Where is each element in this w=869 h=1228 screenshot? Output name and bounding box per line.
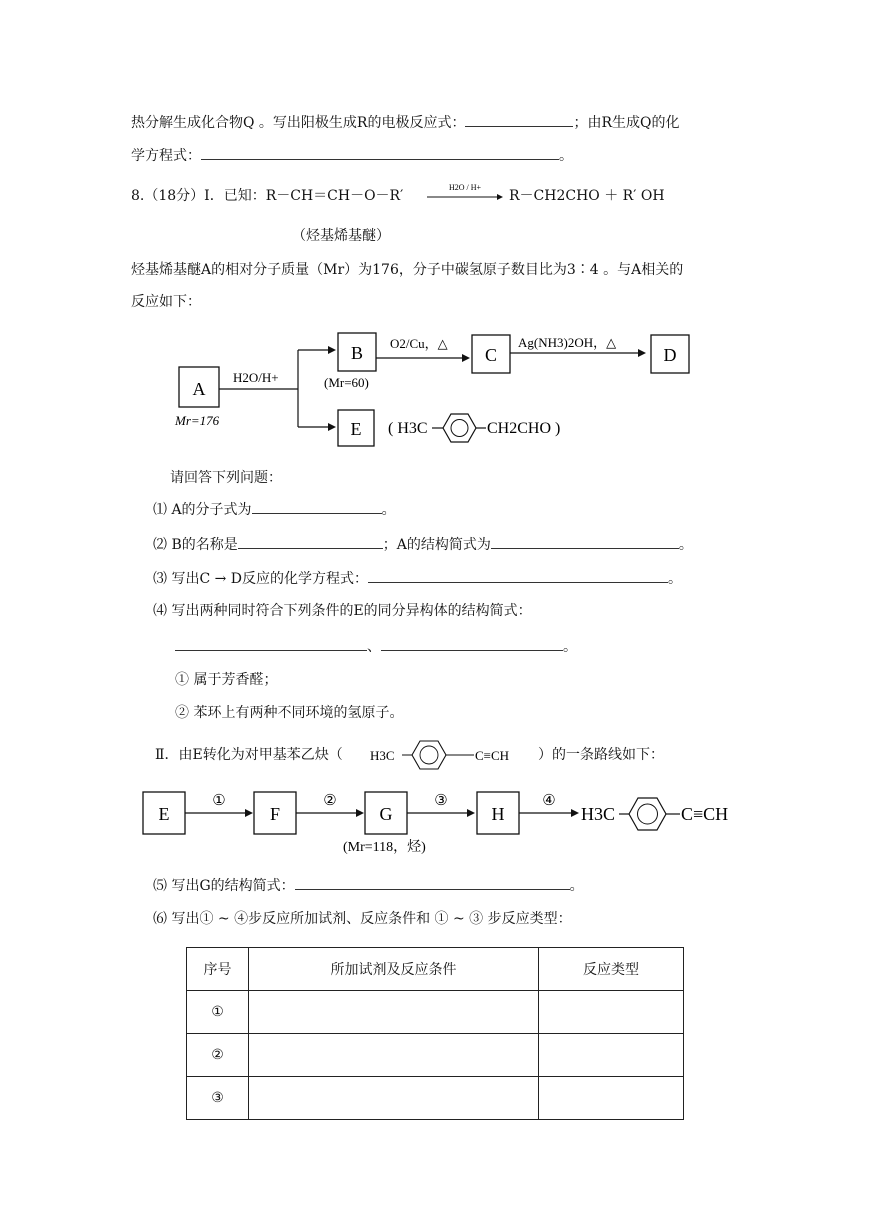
condition-2: ② 苯环上有两种不同环境的氢原子。 (175, 705, 404, 721)
text-line-2: 学方程式： 。 (131, 145, 573, 166)
answer-blank[interactable] (491, 534, 679, 549)
arrow-label-A: H2O/H+ (233, 370, 279, 385)
step-4: ④ (542, 793, 556, 809)
reaction-scheme-2 (135, 785, 750, 865)
question-4: ⑷ 写出两种同时符合下列条件的E的同分异构体的结构简式： (153, 603, 532, 619)
answer-blank[interactable] (201, 145, 559, 160)
answer-blank[interactable] (381, 636, 563, 651)
E-structure-right: CH2CHO ) (487, 420, 561, 437)
reaction-arrow (425, 180, 505, 206)
question-8-header: 8.（18分）Ⅰ．已知：R－CH＝CH－O－R′ (131, 188, 404, 204)
answer-cell[interactable] (539, 1077, 684, 1120)
answer-cell[interactable] (249, 1034, 539, 1077)
ether-name: （烃基烯基醚） (292, 228, 390, 244)
step-1: ① (212, 793, 226, 809)
answer-cell[interactable] (249, 1077, 539, 1120)
answer-cell[interactable] (539, 1034, 684, 1077)
question-1: ⑴ A的分子式为 。 (153, 499, 396, 520)
question-3: ⑶ 写出C → D反应的化学方程式： 。 (153, 568, 682, 589)
header-cell: 所加试剂及反应条件 (249, 948, 539, 991)
label-E: E (158, 804, 170, 824)
table-row (187, 1077, 684, 1120)
step-2: ② (323, 793, 337, 809)
header-cell: 反应类型 (539, 948, 684, 991)
E-structure-left: ( H3C (388, 420, 428, 437)
answer-blank[interactable] (252, 499, 382, 514)
part-2-intro-end: ）的一条路线如下： (538, 747, 664, 763)
A-mr: Mr=176 (175, 413, 220, 428)
label-B: B (350, 343, 364, 363)
question-6: ⑹ 写出① ~ ④步反应所加试剂、反应条件和 ① ~ ③ 步反应类型： (153, 911, 572, 927)
answer-blank[interactable] (238, 534, 383, 549)
label-D: D (663, 345, 677, 365)
benzene-ring-icon (629, 798, 666, 830)
answer-cell[interactable] (249, 991, 539, 1034)
answer-blank[interactable] (295, 875, 570, 890)
answer-blank[interactable] (368, 568, 668, 583)
answer-blank[interactable] (465, 112, 573, 127)
answer-table (186, 947, 684, 1120)
question-5: ⑸ 写出G的结构简式： 。 (153, 875, 584, 896)
benzene-ring-icon (443, 414, 476, 442)
product-right: C≡CH (681, 804, 729, 824)
reaction-scheme-1 (170, 325, 710, 455)
label-G: G (379, 804, 393, 824)
label-H: H (491, 804, 505, 824)
label-A: A (192, 379, 206, 399)
question-2: ⑵ B的名称是 ；A的结构简式为 。 (153, 534, 693, 555)
step-3: ③ (434, 793, 448, 809)
table-header-row (187, 948, 684, 991)
questions-intro: 请回答下列问题： (170, 470, 282, 486)
mol-right: C≡CH (475, 748, 510, 763)
header-cell: 序号 (187, 948, 249, 991)
label-E: E (350, 419, 362, 439)
reaction-product: R－CH2CHO ＋ R′ OH (509, 188, 665, 204)
product-left: H3C (581, 804, 616, 824)
row-number: ① (187, 991, 249, 1034)
condition-1: ① 属于芳香醛； (175, 672, 278, 688)
answer-blank[interactable] (175, 636, 367, 651)
benzene-ring-icon (412, 741, 446, 769)
G-note: (Mr=118，烃) (343, 840, 426, 855)
inline-molecule (368, 733, 538, 777)
label-C: C (484, 345, 498, 365)
table-row (187, 1034, 684, 1077)
table-row (187, 991, 684, 1034)
answer-cell[interactable] (539, 991, 684, 1034)
row-number: ③ (187, 1077, 249, 1120)
part-2-intro: Ⅱ．由E转化为对甲基苯乙炔（ (155, 747, 343, 763)
arrow-condition: H2O / H+ (448, 183, 482, 192)
paragraph-line: 反应如下： (131, 294, 201, 310)
mol-left: H3C (370, 748, 395, 763)
B-mr: (Mr=60) (324, 375, 369, 390)
paragraph-line: 烃基烯基醚A的相对分子质量（Mr）为176，分子中碳氢原子数目比为3∶4 。与A相关的 (131, 262, 684, 278)
row-number: ② (187, 1034, 249, 1077)
label-F: F (269, 804, 281, 824)
arrow-label-BC: O2/Cu，△ (390, 336, 448, 351)
text-line-1: 热分解生成化合物Q 。写出阳极生成R的电极反应式： ；由R生成Q的化 (131, 112, 680, 133)
arrow-label-CD: Ag(NH3)2OH，△ (518, 335, 617, 350)
question-4-blanks: 、 。 (175, 636, 577, 657)
